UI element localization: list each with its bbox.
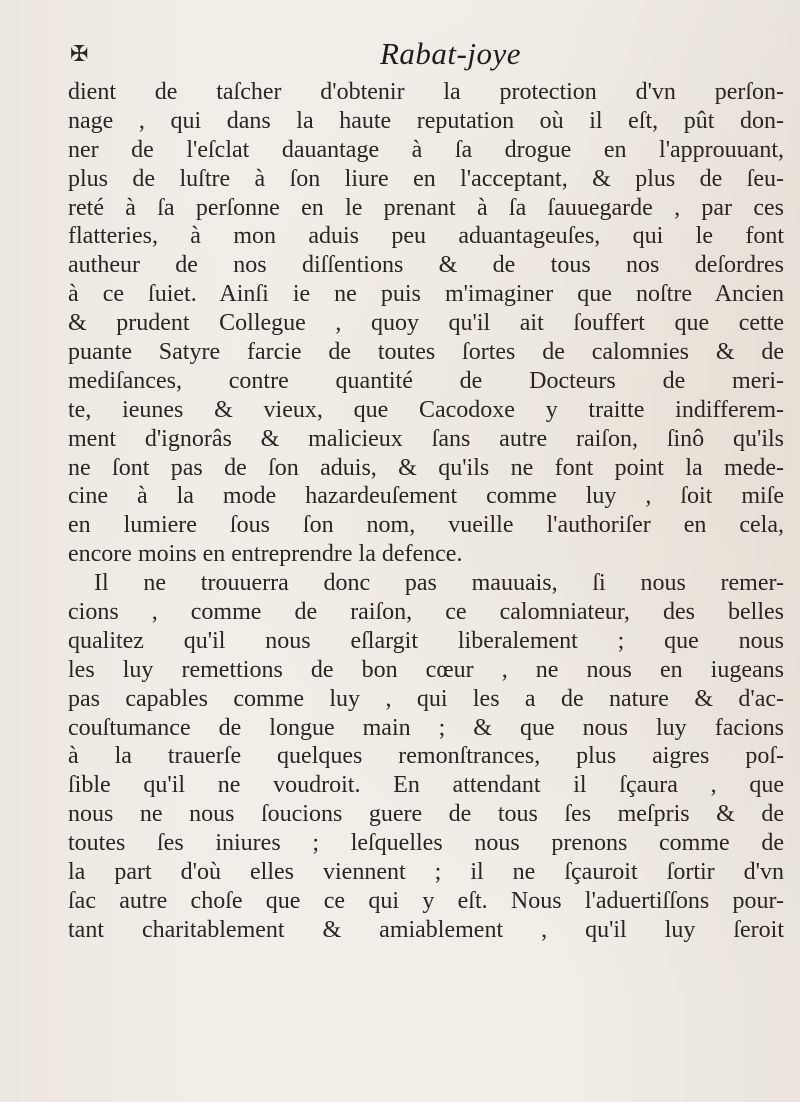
text-line: ſac autre choſe que ce qui y eſt. Nous l'aduertiſſons pour- (68, 887, 784, 914)
text-line: & prudent Collegue , quoy qu'il ait ſouffert que cette (68, 310, 784, 337)
ornament-icon: ✠ (70, 42, 89, 67)
text-line: qualitez qu'il nous eſlargit liberalement ; que nous (68, 627, 784, 654)
text-line: ſible qu'il ne voudroit. En attendant il ſçaura , que (68, 772, 784, 799)
text-line: puante Satyre farcie de toutes ſortes de calomnies & de (68, 339, 784, 366)
text-line: tant charitablement & amiablement , qu'il luy ſeroit (68, 916, 784, 943)
text-line: ne ſont pas de ſon aduis, & qu'ils ne font point la mede- (68, 454, 784, 481)
text-line: cions , comme de raiſon, ce calomniateur, des belles (68, 599, 784, 626)
paragraph-start-line: Il ne trouuerra donc pas mauuais, ſi nous remer- (94, 570, 784, 597)
text-line: mediſances, contre quantité de Docteurs de meri- (68, 367, 784, 394)
text-line: reté à ſa perſonne en le prenant à ſa ſauuegarde , par ces (68, 194, 784, 221)
text-line: la part d'où elles viennent ; il ne ſçauroit ſortir d'vn (68, 859, 784, 886)
page-header (70, 36, 770, 76)
text-line: nous ne nous ſoucions guere de tous ſes meſpris & de (68, 801, 784, 828)
text-line: te, ieunes & vieux, que Cacodoxe y traitte indifferem- (68, 396, 784, 423)
running-title: Rabat-joye (380, 36, 522, 71)
text-line: dient de taſcher d'obtenir la protection d'vn perſon- (68, 79, 784, 105)
text-line: flatteries, à mon aduis peu aduantageuſes, qui le font (68, 223, 784, 250)
text-line: toutes ſes iniures ; leſquelles nous prenons comme de (68, 830, 784, 857)
text-line: couſtumance de longue main ; & que nous luy facions (68, 714, 784, 741)
text-line: pas capables comme luy , qui les a de nature & d'ac- (68, 685, 784, 712)
body-text (68, 78, 784, 945)
text-line: à la trauerſe quelques remonſtrances, plus aigres poſ- (68, 743, 784, 770)
text-line: les luy remettions de bon cœur , ne nous en iugeans (68, 656, 784, 683)
text-line: ner de l'eſclat dauantage à ſa drogue en l'approuuant, (68, 136, 784, 163)
text-line: nage , qui dans la haute reputation où il eſt, pût don- (68, 107, 784, 134)
text-line: plus de luſtre à ſon liure en l'acceptant, & plus de ſeu- (68, 165, 784, 192)
text-line: cine à la mode hazardeuſement comme luy , ſoit miſe (68, 483, 784, 510)
text-line: encore moins en entreprendre la defence. (68, 541, 463, 568)
text-line: à ce ſuiet. Ainſi ie ne puis m'imaginer que noſtre Ancien (68, 281, 784, 308)
text-line: en lumiere ſous ſon nom, vueille l'authoriſer en cela, (68, 512, 784, 539)
text-line: autheur de nos diſſentions & de tous nos deſordres (68, 252, 784, 279)
text-line: ment d'ignorâs & malicieux ſans autre raiſon, ſinô qu'ils (68, 425, 784, 452)
